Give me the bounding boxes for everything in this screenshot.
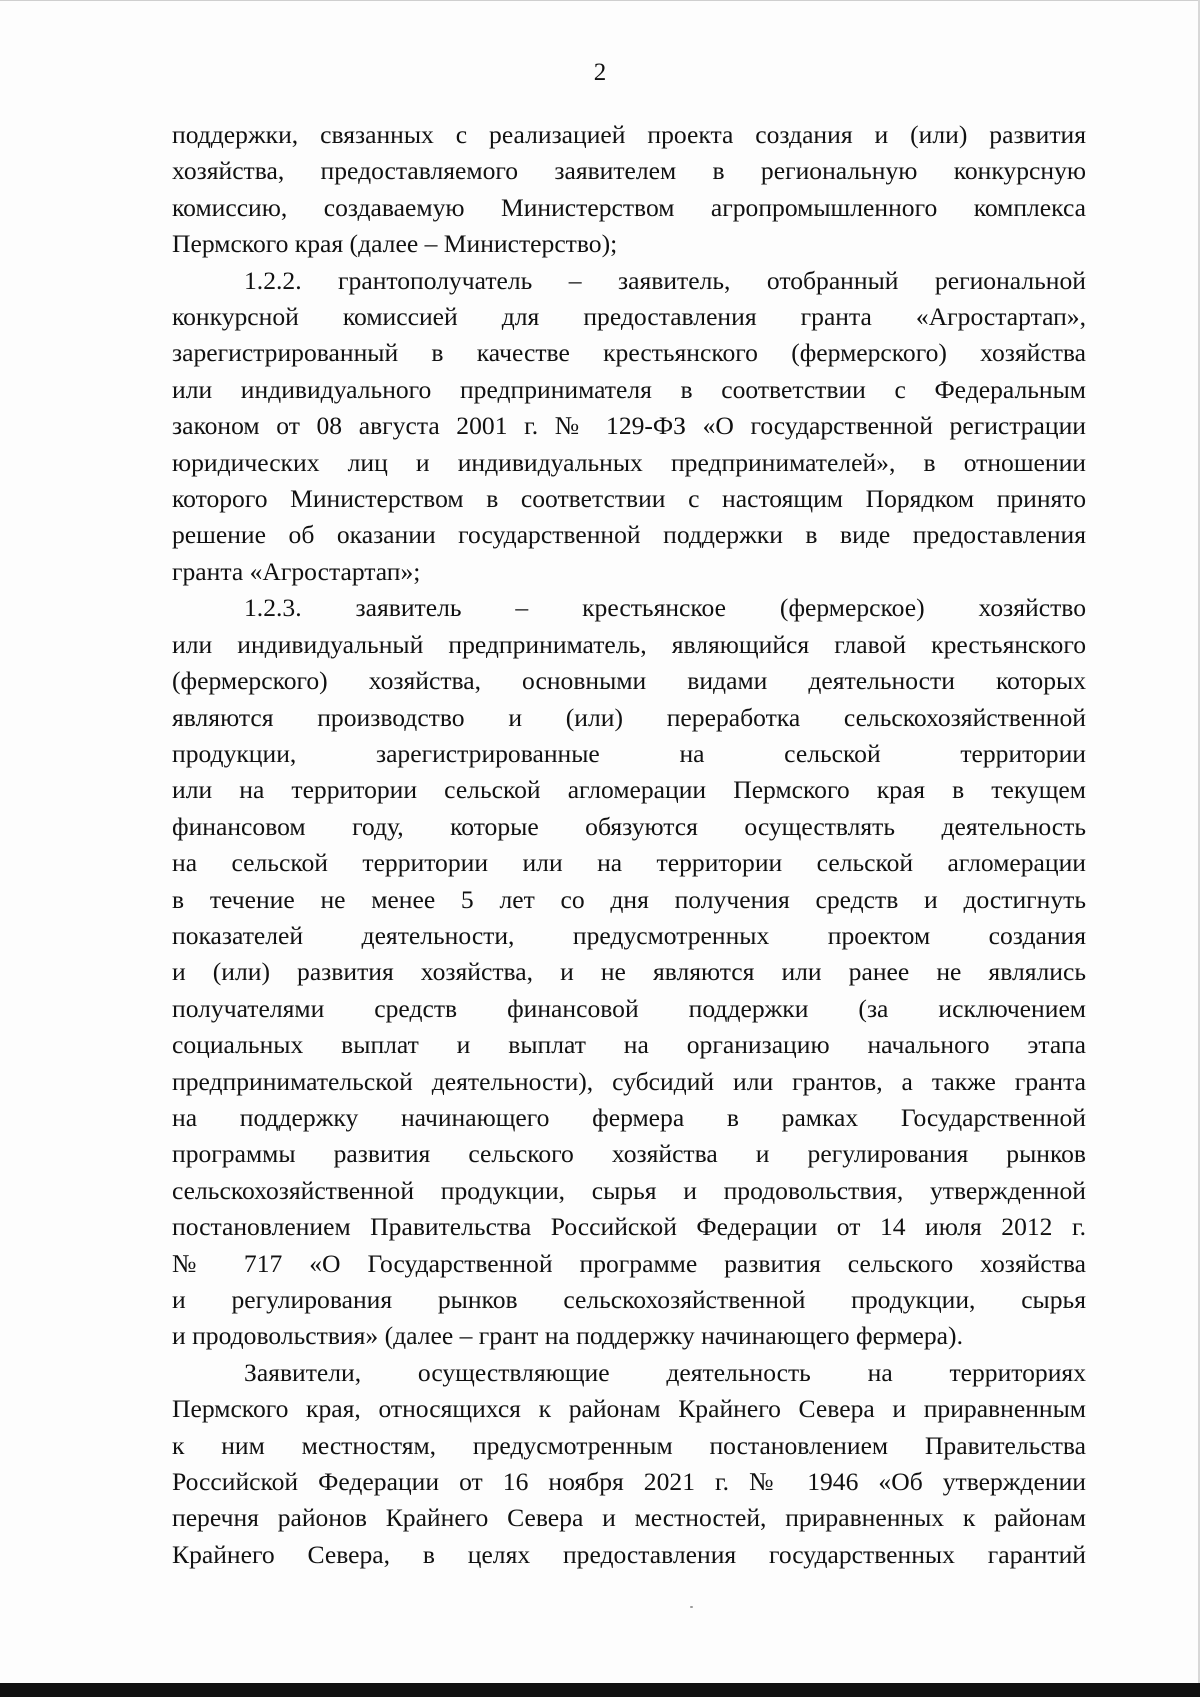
text-line: Крайнего Севера, в целях предоставления государственных гарантий (172, 1539, 1086, 1569)
text-line: законом от 08 августа 2001 г. № 129-ФЗ «О государственной регистрации (172, 411, 1086, 441)
text-line: поддержки, связанных с реализацией проекта создания и (или) развития (172, 120, 1086, 149)
text-line: зарегистрированный в качестве крестьянского (фермерского) хозяйства (172, 338, 1086, 368)
text-line: сельскохозяйственной продукции, сырья и продовольствия, утвержденной (172, 1175, 1086, 1205)
text-line: являются производство и (или) переработка сельскохозяйственной (172, 702, 1086, 732)
document-body (172, 117, 1086, 1573)
text-line: продукции, зарегистрированные на сельской территории (172, 738, 1086, 768)
text-line: к ним местностям, предусмотренным постановлением Правительства (172, 1430, 1086, 1460)
text-line: и (или) развития хозяйства, и не являются или ранее не являлись (172, 957, 1086, 987)
text-line: или индивидуального предпринимателя в соответствии с Федеральным (172, 374, 1086, 404)
text-line: 1.2.2. грантополучатель – заявитель, отобранный региональной (244, 265, 1086, 295)
text-line: комиссию, создаваемую Министерством агропромышленного комплекса (172, 192, 1086, 222)
text-line: социальных выплат и выплат на организацию начального этапа (172, 1030, 1086, 1060)
text-line: № 717 «О Государственной программе развития сельского хозяйства (172, 1248, 1086, 1278)
text-line: 1.2.3. заявитель – крестьянское (фермерское) хозяйство (244, 593, 1086, 623)
text-line: на сельской территории или на территории сельской агломерации (172, 848, 1086, 878)
text-line: Заявители, осуществляющие деятельность на территориях (244, 1357, 1086, 1387)
text-line: юридических лиц и индивидуальных предпринимателей», в отношении (172, 447, 1086, 477)
text-line: предпринимательской деятельности), субсидий или грантов, а также гранта (172, 1066, 1086, 1096)
text-line: постановлением Правительства Российской Федерации от 14 июля 2012 г. (172, 1212, 1086, 1242)
text-line: гранта «Агростартап»; (172, 556, 421, 586)
page-number: 2 (593, 59, 607, 86)
text-line: или индивидуальный предприниматель, являющийся главой крестьянского (172, 629, 1086, 659)
text-line: Пермского края (далее – Министерство); (172, 229, 618, 259)
text-line: и регулирования рынков сельскохозяйственной продукции, сырья (172, 1285, 1086, 1314)
text-line: Пермского края, относящихся к районам Крайнего Севера и приравненным (172, 1394, 1086, 1424)
text-line: и продовольствия» (далее – грант на поддержку начинающего фермера). (172, 1321, 963, 1351)
text-line: которого Министерством в соответствии с настоящим Порядком принято (172, 484, 1086, 514)
text-line: хозяйства, предоставляемого заявителем в региональную конкурсную (172, 156, 1086, 186)
text-line: перечня районов Крайнего Севера и местностей, приравненных к районам (172, 1503, 1086, 1533)
text-line: решение об оказании государственной поддержки в виде предоставления (172, 520, 1086, 550)
text-line: Российской Федерации от 16 ноября 2021 г. № 1946 «Об утверждении (172, 1467, 1086, 1497)
text-line: финансовом году, которые обязуются осуществлять деятельность (172, 811, 1086, 841)
text-line: или на территории сельской агломерации Пермского края в текущем (172, 775, 1086, 805)
text-line: программы развития сельского хозяйства и регулирования рынков (172, 1139, 1086, 1169)
scan-speck (690, 1606, 693, 1608)
text-line: получателями средств финансовой поддержки (за исключением (172, 993, 1086, 1023)
text-line: в течение не менее 5 лет со дня получения средств и достигнуть (172, 884, 1086, 914)
scan-edge-bottom (0, 1683, 1200, 1697)
text-line: показателей деятельности, предусмотренных проектом создания (172, 920, 1086, 950)
text-line: (фермерского) хозяйства, основными видами деятельности которых (172, 666, 1086, 696)
text-line: конкурсной комиссией для предоставления гранта «Агростартап», (172, 302, 1086, 332)
scan-edge-top (0, 0, 1200, 1)
text-line: на поддержку начинающего фермера в рамках Государственной (172, 1102, 1086, 1132)
